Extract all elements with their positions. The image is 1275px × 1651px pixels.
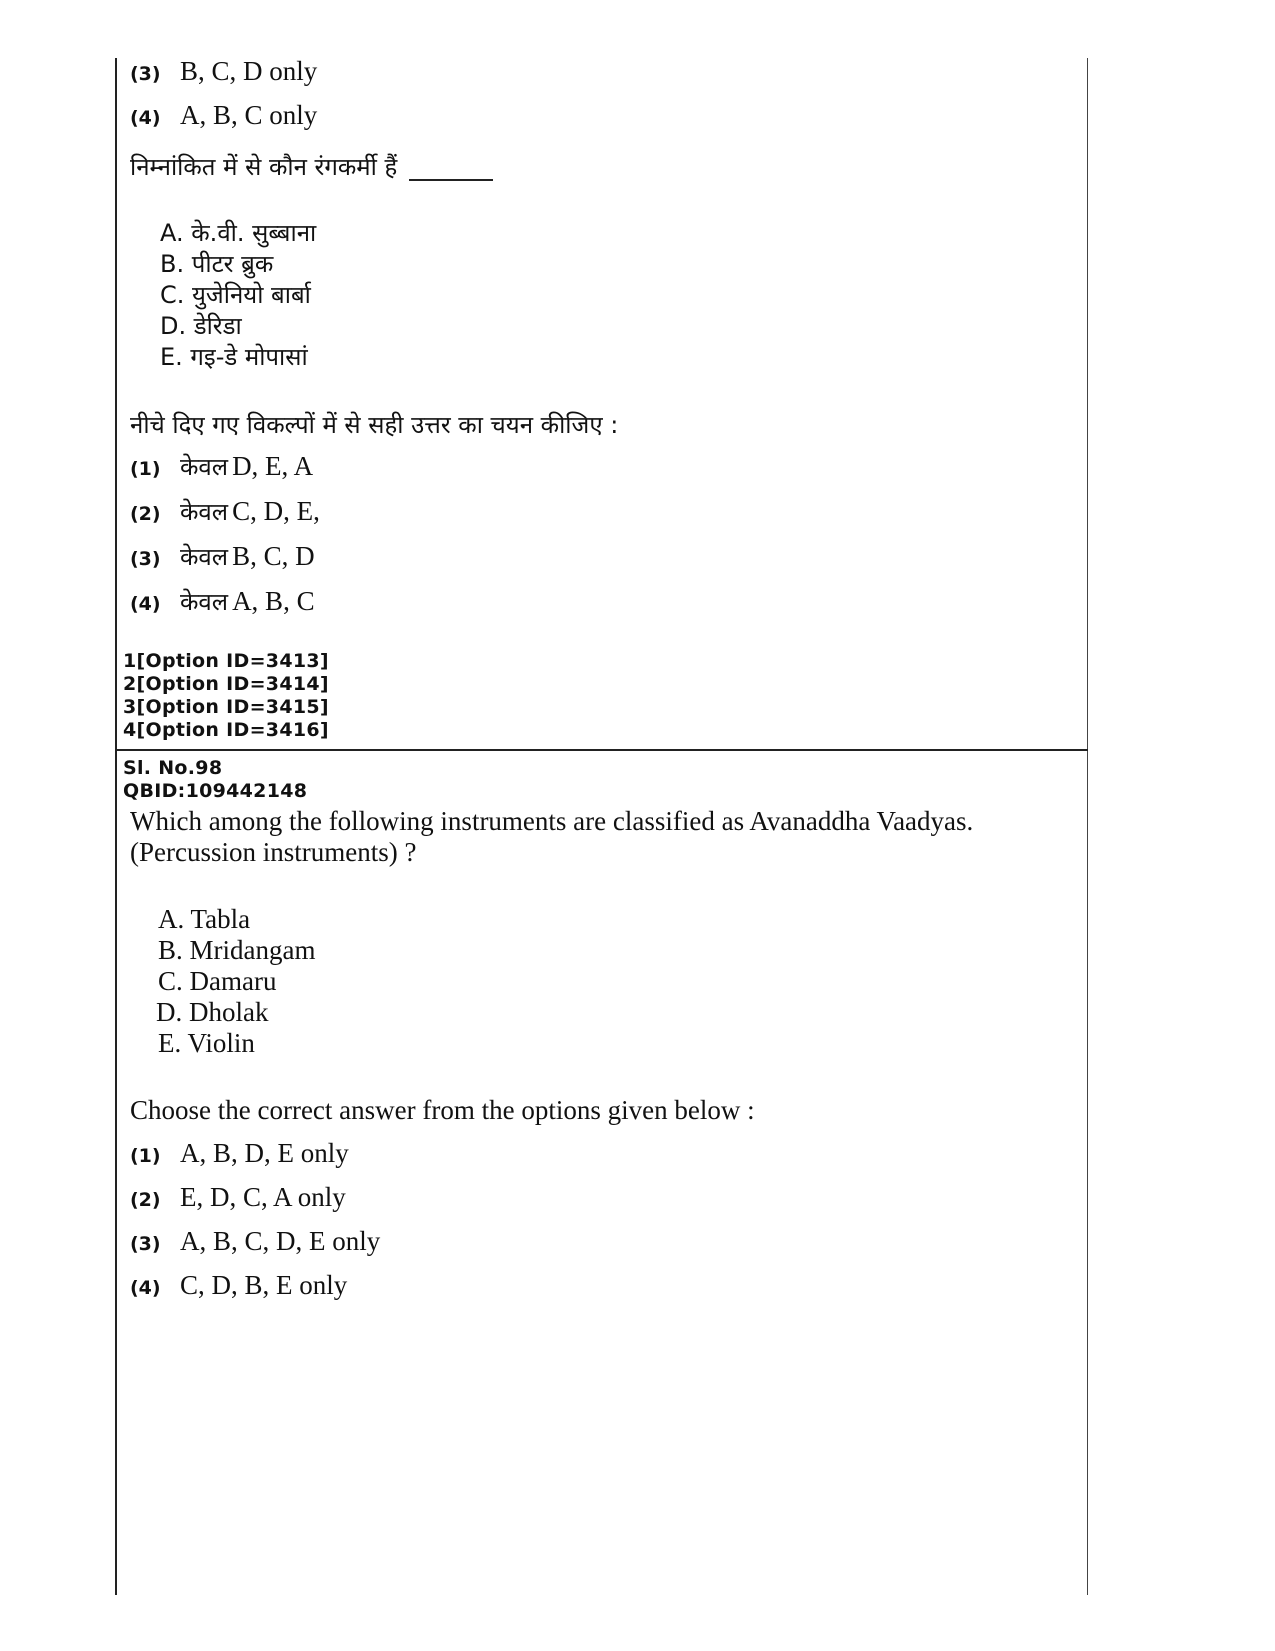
option-text: B, C, D only [180,56,318,86]
item-a: A. Tabla [158,904,251,934]
frame-right-border [1087,58,1088,1595]
option-text: A, B, C only [180,100,318,130]
item-d: D. Dholak [156,997,269,1027]
option-text: A, B, C [232,586,315,616]
question-header [123,757,307,803]
question-divider [115,749,1088,751]
prev-option-4 [130,100,317,131]
hindi-option-4 [130,585,315,618]
question-stem-line-2: (Percussion instruments) ? [130,837,417,867]
option-id-list [123,650,329,742]
option-number: (3) [130,1233,161,1255]
hindi-option-2 [130,495,320,528]
question-stem-line-1: Which among the following instruments are classified as Avanaddha Vaadyas. [130,806,974,836]
option-2 [130,1182,346,1213]
hindi-question-stem [130,150,493,183]
hindi-stem-text: निम्नांकित में से कौन रंगकर्मी हैं [130,153,398,181]
option-3 [130,1226,380,1257]
option-number: (4) [130,1277,161,1299]
hindi-item-b: B. पीटर ब्रुक [160,250,274,278]
option-id-4: 4[Option ID=3416] [123,719,329,741]
frame-left-border [115,58,117,1595]
hindi-item-a: A. के.वी. सुब्बाना [160,219,317,247]
hindi-item-c: C. युजेनियो बार्बा [160,281,311,309]
option-text: A, B, D, E only [180,1138,349,1168]
option-text: E, D, C, A only [180,1182,346,1212]
option-text: B, C, D [232,541,315,571]
hindi-item-d: D. डेरिडा [160,312,242,340]
option-prefix: केवल [180,498,229,526]
serial-number: Sl. No.98 [123,757,223,779]
hindi-item-e: E. गइ-डे मोपासां [160,343,308,371]
option-number: (2) [130,1189,161,1211]
instruction: Choose the correct answer from the options given below : [130,1095,755,1125]
option-number: (2) [130,503,161,525]
option-prefix: केवल [180,543,229,571]
item-b: B. Mridangam [158,935,316,965]
option-id-2: 2[Option ID=3414] [123,673,329,695]
hindi-instruction: नीचे दिए गए विकल्पों में से सही उत्तर का चयन कीजिए : [130,411,619,439]
option-number: (3) [130,548,161,570]
item-e: E. Violin [158,1028,255,1058]
option-prefix: केवल [180,588,229,616]
option-text: A, B, C, D, E only [180,1226,381,1256]
prev-option-3 [130,56,317,87]
qbid: QBID:109442148 [123,780,308,802]
option-text: C, D, E, [232,496,320,526]
option-1 [130,1138,349,1169]
item-c: C. Damaru [158,966,277,996]
hindi-option-3 [130,540,315,573]
hindi-option-1 [130,450,313,483]
option-id-3: 3[Option ID=3415] [123,696,329,718]
option-number: (4) [130,593,161,615]
option-id-1: 1[Option ID=3413] [123,650,329,672]
option-prefix: केवल [180,453,229,481]
option-text: D, E, A [232,451,314,481]
answer-blank [409,178,493,181]
option-number: (3) [130,63,161,85]
option-number: (4) [130,107,161,129]
option-number: (1) [130,458,161,480]
option-number: (1) [130,1145,161,1167]
option-text: C, D, B, E only [180,1270,348,1300]
option-4 [130,1270,347,1301]
